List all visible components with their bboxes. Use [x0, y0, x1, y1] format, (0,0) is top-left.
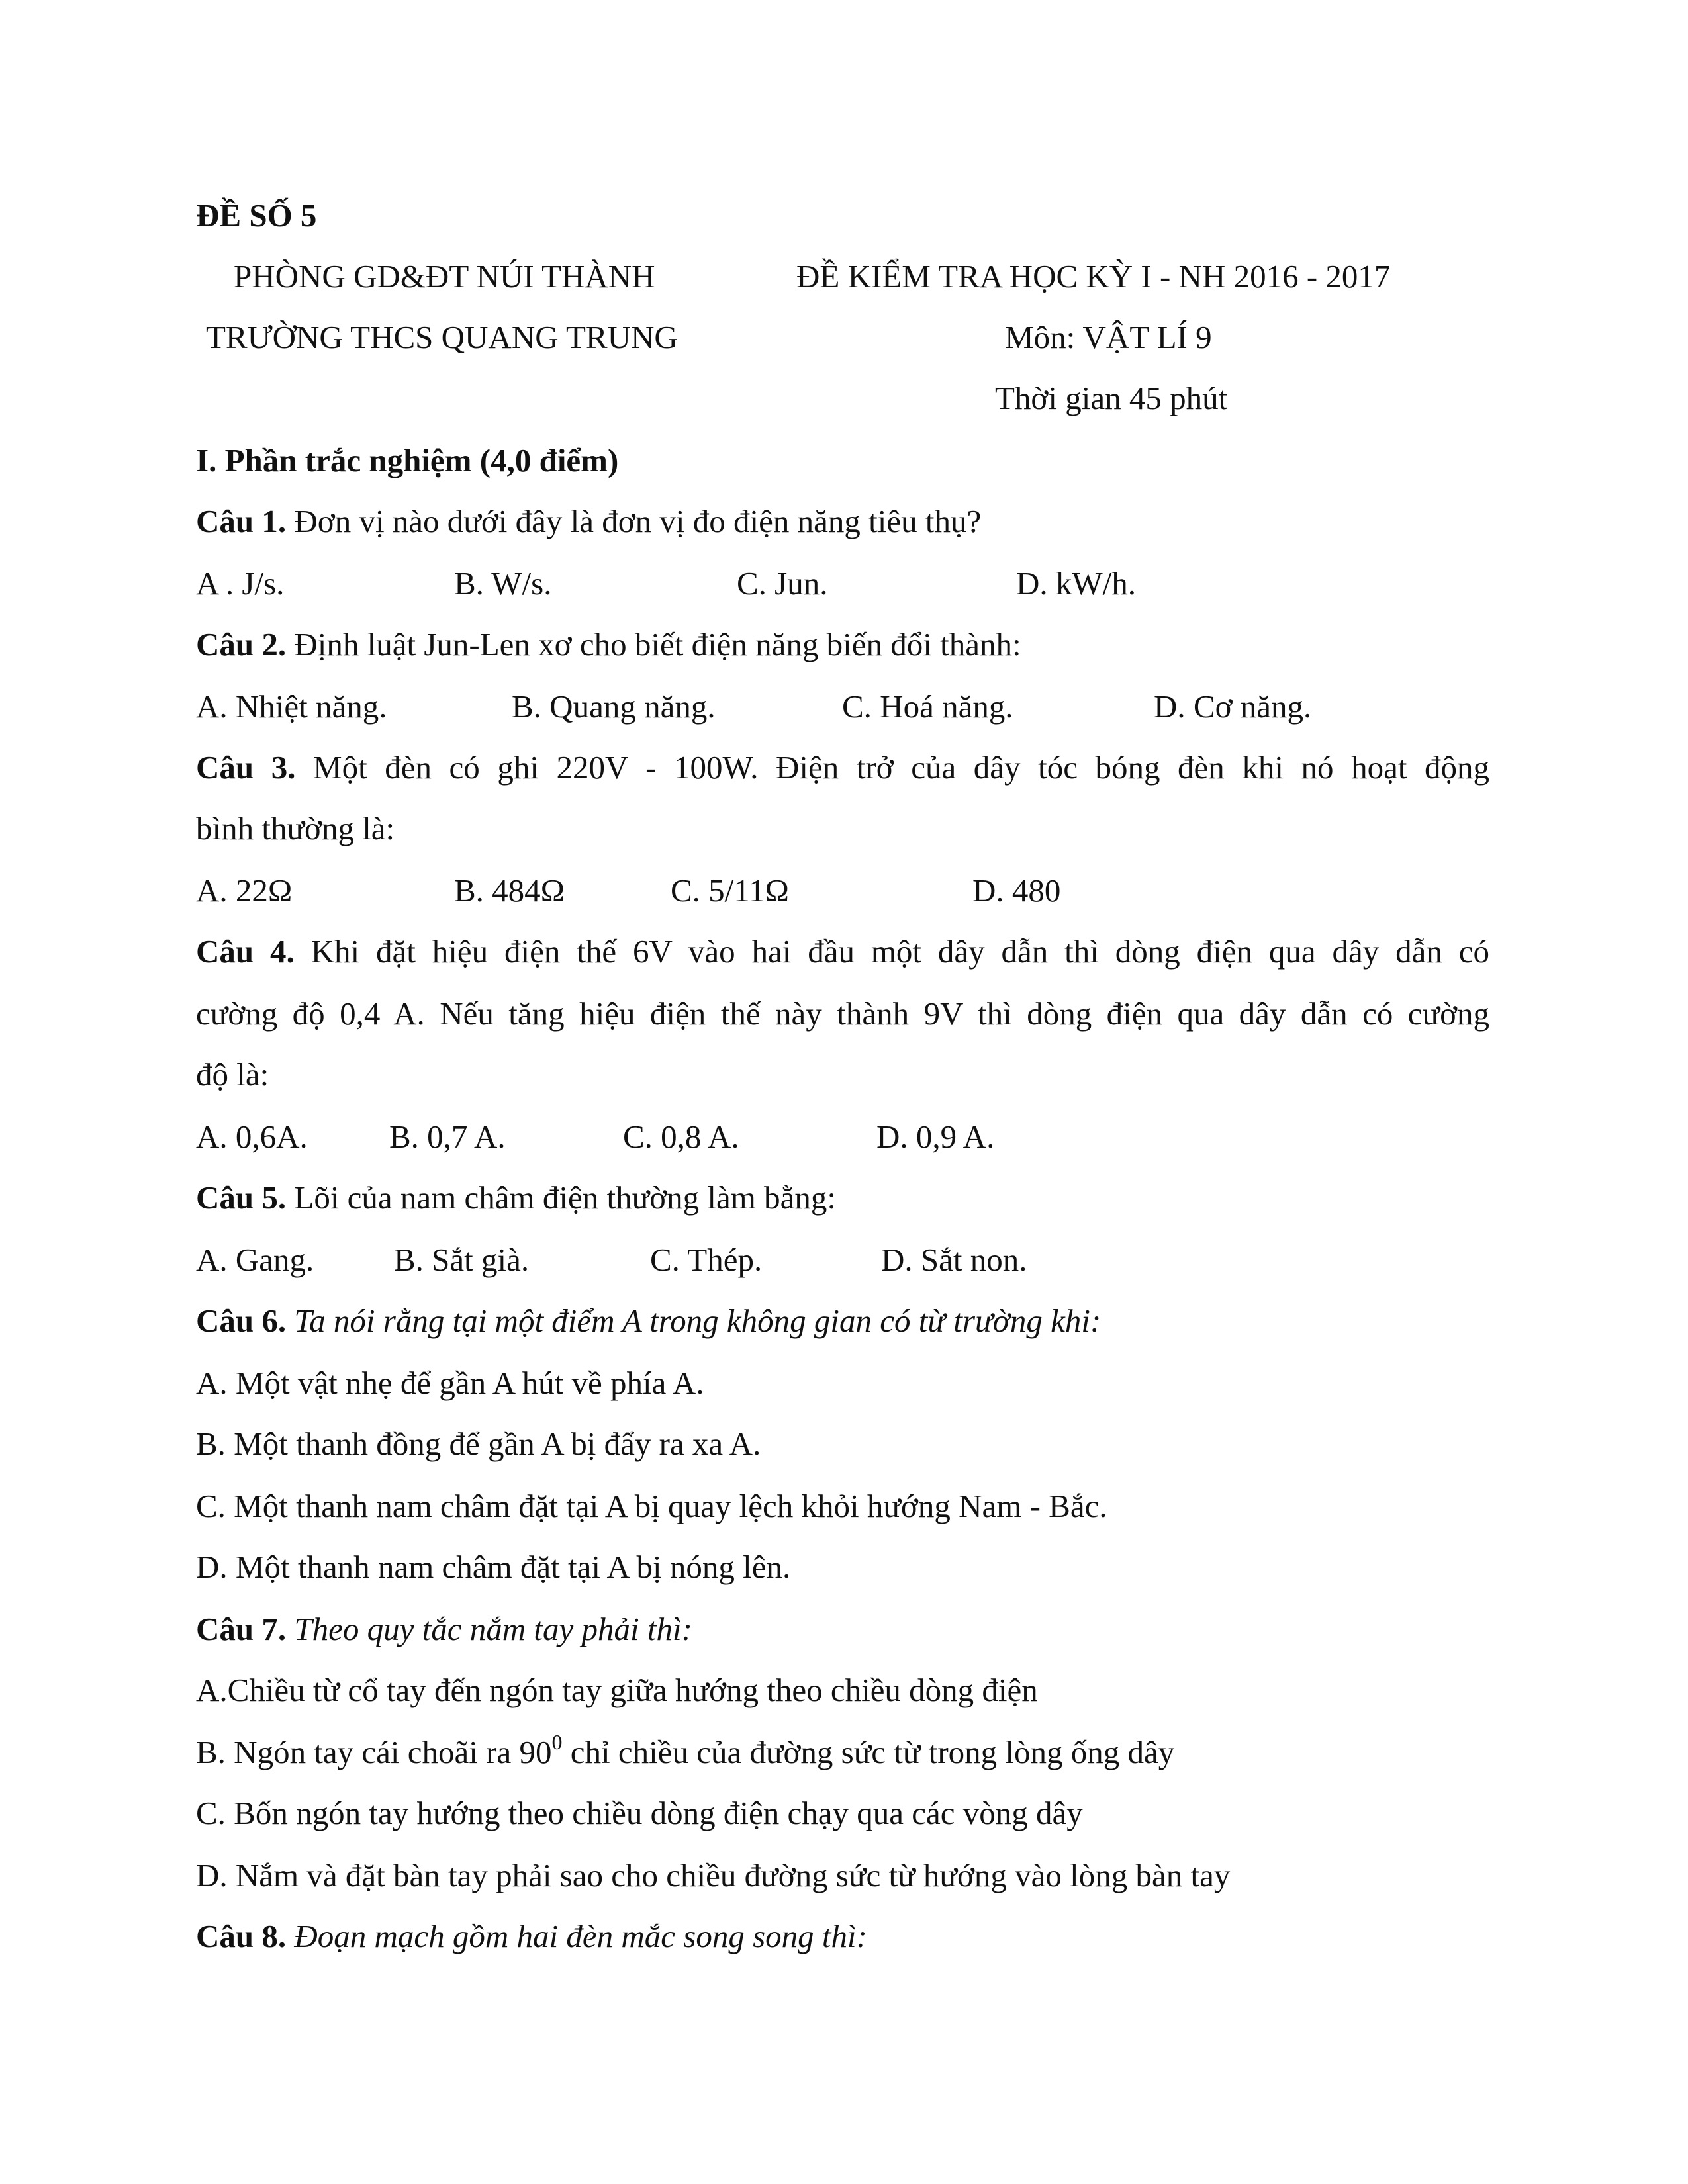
question-label: Câu 3.: [196, 749, 296, 786]
option-d: D. Nắm và đặt bàn tay phải sao cho chiều đường sức từ hướng vào lòng bàn tay: [196, 1857, 1231, 1893]
option-c: C. Bốn ngón tay hướng theo chiều dòng điện chạy qua các vòng dây: [196, 1795, 1083, 1831]
question-6: [196, 1301, 1101, 1341]
question-text: Khi đặt hiệu điện thế 6V vào hai đầu một dây dẫn thì dòng điện qua dây dẫn có: [310, 933, 1489, 970]
option-b: [196, 1729, 1175, 1772]
option-a: A. Một vật nhẹ để gần A hút về phía A.: [196, 1365, 704, 1401]
question-label: Câu 6.: [196, 1302, 287, 1339]
question-2: [196, 625, 1021, 664]
option-a: A. Nhiệt năng.: [196, 688, 387, 725]
option-d: D. Cơ năng.: [1154, 688, 1312, 725]
question-label: Câu 7.: [196, 1611, 287, 1647]
option-d: D. Một thanh nam châm đặt tại A bị nóng lên.: [196, 1549, 791, 1585]
question-label: Câu 5.: [196, 1179, 287, 1216]
question-4-cont2: độ là:: [196, 1056, 269, 1093]
option-a: A. 22Ω: [196, 872, 293, 909]
option-b-text: B. Ngón tay cái choãi ra 90: [196, 1734, 552, 1770]
header-department: PHÒNG GD&ĐT NÚI THÀNH: [234, 258, 655, 295]
option-a: A . J/s.: [196, 565, 285, 602]
header-exam-title: ĐỀ KIỂM TRA HỌC KỲ I - NH 2016 - 2017: [796, 258, 1391, 295]
header-duration: Thời gian 45 phút: [995, 380, 1228, 416]
option-b: B. W/s.: [454, 565, 552, 602]
question-label: Câu 1.: [196, 503, 287, 539]
option-b: B. 0,7 A.: [389, 1118, 506, 1155]
question-text: Một đèn có ghi 220V - 100W. Điện trở của dây tóc bóng đèn khi nó hoạt động: [313, 749, 1490, 786]
question-8: [196, 1917, 867, 1956]
option-b: B. Một thanh đồng để gần A bị đẩy ra xa A.: [196, 1426, 761, 1462]
question-text: Theo quy tắc nắm tay phải thì:: [286, 1611, 692, 1647]
question-text: Lõi của nam châm điện thường làm bằng:: [286, 1179, 836, 1216]
option-d: D. 0,9 A.: [876, 1118, 995, 1155]
exam-label: ĐỀ SỐ 5: [196, 197, 317, 234]
question-label: Câu 2.: [196, 626, 287, 662]
question-5: [196, 1178, 836, 1218]
option-d: D. 480: [972, 872, 1061, 909]
question-text: Ta nói rằng tại một điểm A trong không gian có từ trường khi:: [286, 1302, 1102, 1339]
option-c: C. Thép.: [650, 1242, 763, 1278]
degree-superscript: 0: [551, 1729, 563, 1754]
question-1: [196, 502, 981, 541]
section-title: I. Phần trắc nghiệm (4,0 điểm): [196, 442, 619, 478]
option-a: A. 0,6A.: [196, 1118, 308, 1155]
option-b: B. Sắt già.: [394, 1242, 530, 1278]
question-label: Câu 4.: [196, 933, 295, 970]
option-a: A.Chiều từ cổ tay đến ngón tay giữa hướng theo chiều dòng điện: [196, 1672, 1038, 1708]
option-c: C. Jun.: [737, 565, 828, 602]
option-b: B. 484Ω: [454, 872, 565, 909]
option-c: C. 5/11Ω: [671, 872, 789, 909]
header-school: TRƯỜNG THCS QUANG TRUNG: [206, 319, 678, 355]
question-7: [196, 1610, 692, 1649]
question-3-cont: bình thường là:: [196, 810, 395, 846]
option-a: A. Gang.: [196, 1242, 314, 1278]
option-b: B. Quang năng.: [512, 688, 716, 725]
option-c: C. Một thanh nam châm đặt tại A bị quay lệch khỏi hướng Nam - Bắc.: [196, 1488, 1107, 1524]
option-d: D. kW/h.: [1016, 565, 1136, 602]
question-text: Đơn vị nào dưới đây là đơn vị đo điện năng tiêu thụ?: [286, 503, 982, 539]
question-text: Đoạn mạch gồm hai đèn mắc song song thì:: [286, 1918, 867, 1954]
question-4-cont: cường độ 0,4 A. Nếu tăng hiệu điện thế này thành 9V thì dòng điện qua dây dẫn có cường: [196, 995, 1489, 1032]
option-c: C. 0,8 A.: [623, 1118, 739, 1155]
header-subject: Môn: VẬT LÍ 9: [1005, 319, 1212, 355]
option-d: D. Sắt non.: [881, 1242, 1027, 1278]
question-text: Định luật Jun-Len xơ cho biết điện năng biến đổi thành:: [286, 626, 1021, 662]
question-3: [196, 748, 1489, 788]
option-c: C. Hoá năng.: [842, 688, 1013, 725]
option-b-text-rest: chỉ chiều của đường sức từ trong lòng ống dây: [562, 1734, 1175, 1770]
question-label: Câu 8.: [196, 1918, 287, 1954]
question-4: [196, 932, 1489, 972]
